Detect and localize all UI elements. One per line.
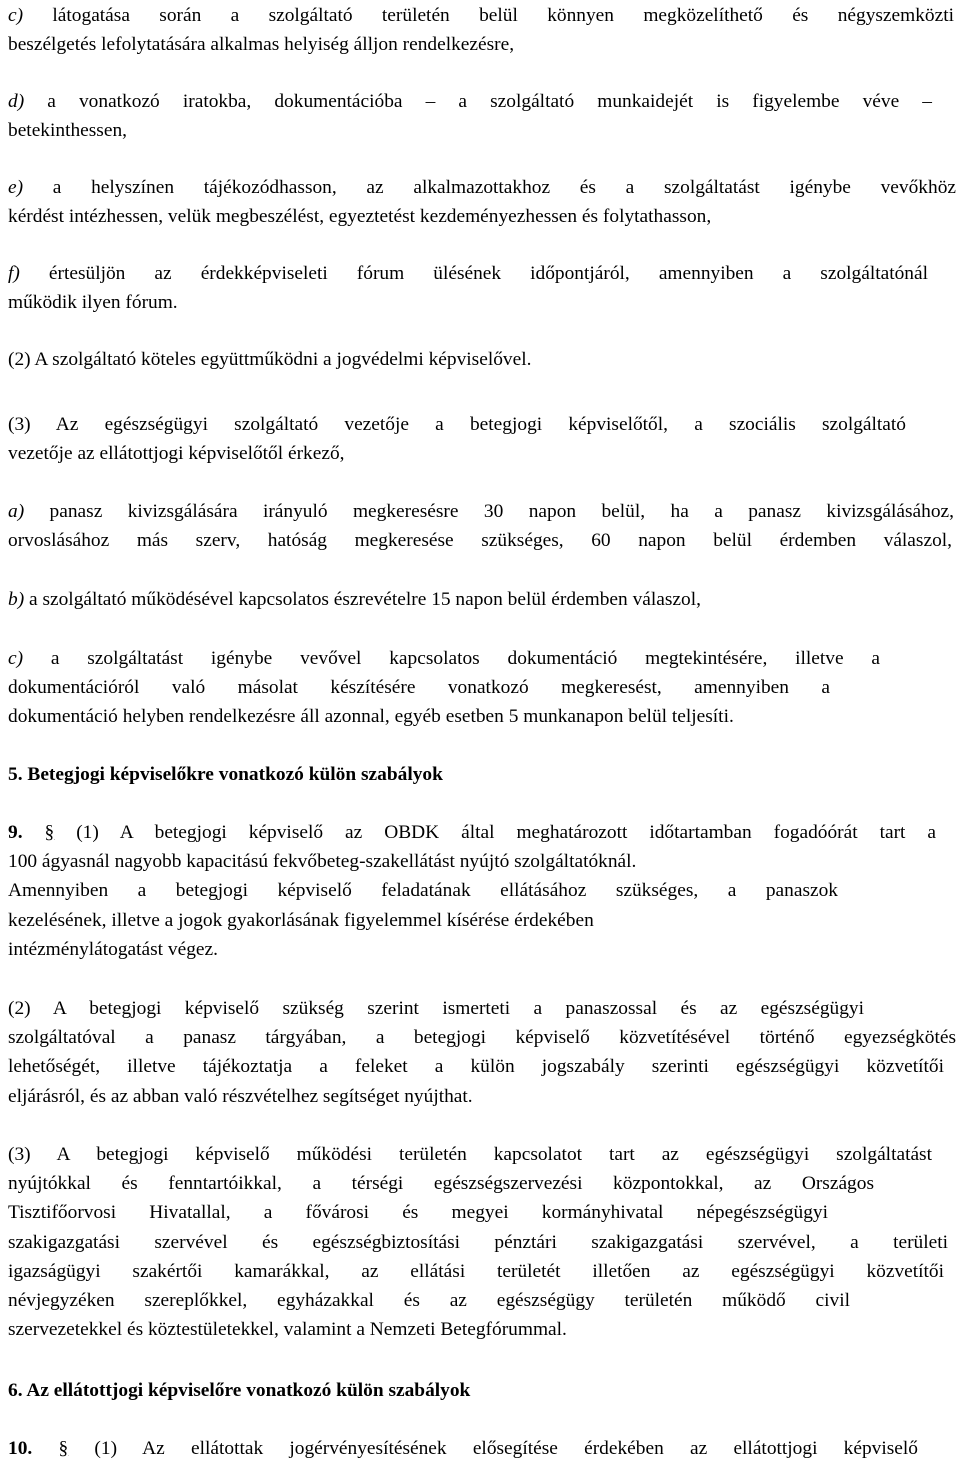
paragraph-line: d) a vonatkozó iratokba, dokumentációba – a szolgáltató munkaidejét is figyelembe véve –: [8, 91, 932, 112]
section-symbol: §: [44, 822, 55, 843]
paragraph-line: szolgáltatóval a panasz tárgyában, a betegjogi képviselő közvetítésével történő egyezségkötés: [8, 1027, 956, 1049]
paragraph-c2: [8, 644, 880, 732]
list-marker: a): [8, 501, 25, 522]
paragraph-line: lehetőségét, illetve tájékoztatja a feleket a külön jogszabály szerinti egészségügyi közvetítői: [8, 1056, 944, 1078]
paragraph-e: [8, 173, 956, 231]
list-marker: e): [8, 177, 24, 198]
paragraph-3: [8, 410, 906, 468]
paragraph-b: [8, 585, 701, 614]
paragraph-line: orvoslásához más szerv, hatóság megkeresése szükséges, 60 napon belül érdemben válaszol,: [8, 530, 952, 552]
paragraph-line: névjegyzéken szereplőkkel, egyházakkal és az egészségügy területén működő civil: [8, 1290, 850, 1312]
paragraph-line: (2) A szolgáltató köteles együttműködni a jogvédelmi képviselővel.: [8, 349, 532, 370]
list-marker: c): [8, 648, 24, 669]
paragraph-line: igazságügyi szakértői kamarákkal, az ellátási területét illetően az egészségügyi közvetítői: [8, 1260, 944, 1282]
paragraph-f: [8, 259, 928, 317]
section-heading-5: [8, 760, 443, 789]
list-marker: c): [8, 5, 24, 26]
paragraph-line: f) értesüljön az érdekképviseleti fórum ülésének időpontjáról, amennyiben a szolgáltatónál: [8, 263, 928, 284]
section-symbol: §: [58, 1438, 69, 1459]
paragraph-line: (2) A betegjogi képviselő szükség szerint ismerteti a panaszossal és az egészségügyi: [8, 998, 864, 1019]
list-marker: f): [8, 263, 20, 284]
paragraph-line: működik ilyen fórum.: [8, 292, 178, 314]
section-9-paragraph-2: [8, 994, 956, 1111]
paragraph-line: kezelésének, illetve a jogok gyakorlásának figyelemmel kísérése érdekében: [8, 909, 594, 931]
paragraph-line: a) panasz kivizsgálására irányuló megkeresésre 30 napon belül, ha a panasz kivizsgálásához,: [8, 501, 954, 522]
section-number: 10.: [8, 1438, 33, 1459]
paragraph-line: Amennyiben a betegjogi képviselő feladatának ellátásához szükséges, a panaszok: [8, 880, 838, 902]
section-9-paragraph-1: [8, 818, 936, 964]
section-number: 9.: [8, 822, 23, 843]
section-10-paragraph-1: [8, 1434, 918, 1463]
paragraph-c: [8, 1, 954, 59]
paragraph-2: [8, 345, 531, 374]
paragraph-line: szakigazgatási szervével és egészségbiztosítási pénztári szakigazgatási szervével, a területi: [8, 1231, 948, 1253]
paragraph-line: 10. § (1) Az ellátottak jogérvényesítésének elősegítése érdekében az ellátottjogi képviselő: [8, 1438, 918, 1459]
paragraph-line: b) a szolgáltató működésével kapcsolatos észrevételre 15 napon belül érdemben válaszol,: [8, 589, 701, 610]
paragraph-line: szervezetekkel és köztestületekkel, valamint a Nemzeti Betegfórummal.: [8, 1319, 567, 1341]
paragraph-line: c) látogatása során a szolgáltató területén belül könnyen megközelíthető és négyszemközti: [8, 5, 954, 26]
paragraph-line: dokumentációról való másolat készítésére vonatkozó megkeresést, amennyiben a: [8, 677, 830, 699]
paragraph-line: dokumentáció helyben rendelkezésre áll azonnal, egyéb esetben 5 munkanapon belül teljesíti.: [8, 706, 734, 728]
paragraph-line: intézménylátogatást végez.: [8, 938, 218, 960]
paragraph-line: 100 ágyasnál nagyobb kapacitású fekvőbeteg-szakellátást nyújtó szolgáltatóknál.: [8, 851, 637, 873]
section-heading-6: [8, 1376, 470, 1405]
section-9-paragraph-3: [8, 1140, 948, 1344]
list-marker: d): [8, 91, 25, 112]
paragraph-line: Tisztifőorvosi Hivatallal, a fővárosi és megyei kormányhivatal népegészségügyi: [8, 1202, 828, 1224]
list-marker: b): [8, 589, 25, 610]
paragraph-line: nyújtókkal és fenntartóikkal, a térségi egészségszervezési központokkal, az Országos: [8, 1173, 874, 1195]
paragraph-line: beszélgetés lefolytatására alkalmas helyiség álljon rendelkezésre,: [8, 34, 515, 56]
heading-text: 6. Az ellátottjogi képviselőre vonatkozó külön szabályok: [8, 1380, 471, 1401]
paragraph-line: e) a helyszínen tájékozódhasson, az alkalmazottakhoz és a szolgáltatást igénybe vevőkhöz: [8, 177, 956, 198]
paragraph-line: kérdést intézhessen, velük megbeszélést, egyeztetést kezdeményezhessen és folytathasson,: [8, 206, 712, 228]
heading-text: 5. Betegjogi képviselőkre vonatkozó külön szabályok: [8, 764, 443, 785]
paragraph-line: (3) A betegjogi képviselő működési területén kapcsolatot tart az egészségügyi szolgáltatást: [8, 1144, 932, 1165]
paragraph-line: 9. § (1) A betegjogi képviselő az OBDK által meghatározott időtartamban fogadóórát tart a: [8, 822, 937, 843]
paragraph-line: betekinthessen,: [8, 120, 128, 142]
paragraph-line: vezetője az ellátottjogi képviselőtől érkező,: [8, 443, 345, 465]
paragraph-a: [8, 497, 954, 555]
paragraph-line: (3) Az egészségügyi szolgáltató vezetője a betegjogi képviselőtől, a szociális szolgáltató: [8, 414, 906, 435]
paragraph-line: eljárásról, és az abban való részvételhez segítséget nyújthat.: [8, 1085, 473, 1107]
paragraph-line: c) a szolgáltatást igénybe vevővel kapcsolatos dokumentáció megtekintésére, illetve a: [8, 648, 880, 669]
paragraph-d: [8, 87, 932, 145]
